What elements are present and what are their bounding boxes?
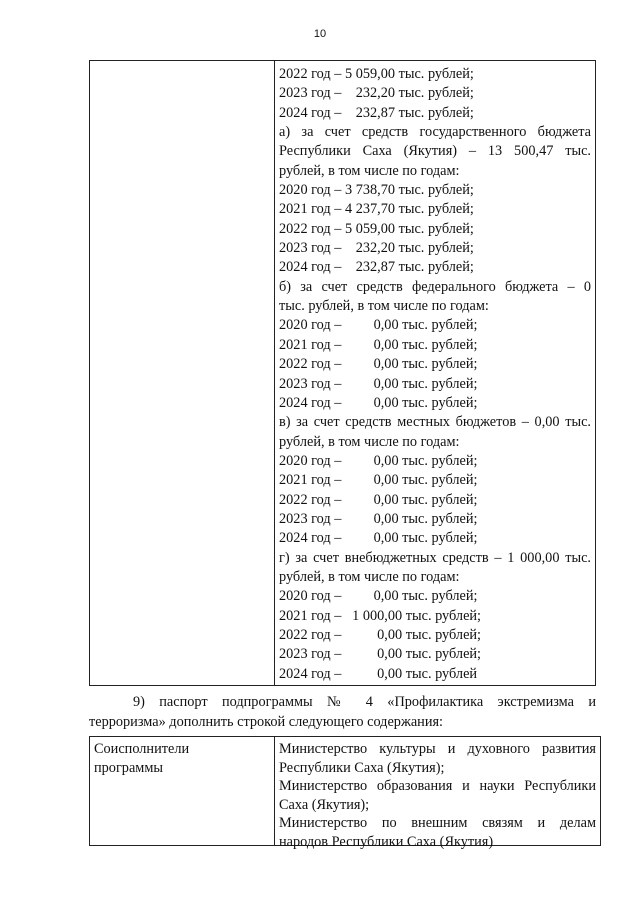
funding-line: 2023 год – 232,20 тыс. рублей; — [279, 240, 474, 257]
co-executors-table — [89, 736, 601, 850]
funding-line: тыс. рублей, в том числе по годам: — [279, 298, 489, 315]
funding-line: в) за счет средств местных бюджетов – 0,00 тыс. — [279, 414, 591, 431]
co-executor-line: Министерство культуры и духовного развития — [279, 741, 596, 757]
funding-cell — [279, 65, 591, 684]
funding-line: 2021 год – 4 237,70 тыс. рублей; — [279, 201, 474, 218]
funding-line: 2020 год – 3 738,70 тыс. рублей; — [279, 182, 474, 199]
funding-line: 2023 год – 0,00 тыс. рублей; — [279, 646, 482, 663]
co-executor-line: Республики Саха (Якутия); — [279, 759, 445, 776]
funding-line: 2024 год – 232,87 тыс. рублей; — [279, 259, 474, 276]
co-executor-line: народов Республики Саха (Якутия) — [279, 833, 494, 850]
funding-line: 2024 год – 0,00 тыс. рублей — [279, 665, 478, 682]
funding-line: 2020 год – 0,00 тыс. рублей; — [279, 317, 478, 334]
funding-line: а) за счет средств государственного бюджета — [279, 124, 591, 141]
funding-line: 2023 год – 232,20 тыс. рублей; — [279, 85, 474, 102]
table-column-divider — [274, 61, 275, 685]
funding-line: г) за счет внебюджетных средств – 1 000,00 тыс. — [279, 549, 591, 566]
co-executors-list — [279, 740, 596, 851]
funding-line: 2020 год – 0,00 тыс. рублей; — [279, 588, 478, 605]
amendment-paragraph — [89, 692, 596, 732]
page-number: 10 — [313, 28, 327, 40]
co-executor-line: Саха (Якутия); — [279, 796, 370, 813]
paragraph-line: терроризма» дополнить строкой следующего содержания: — [89, 714, 444, 730]
funding-line: 2021 год – 0,00 тыс. рублей; — [279, 472, 478, 489]
co-executor-line: Министерство по внешним связям и делам — [279, 815, 596, 831]
funding-line: 2022 год – 5 059,00 тыс. рублей; — [279, 220, 474, 237]
funding-line: б) за счет средств федерального бюджета – 0 — [279, 278, 591, 295]
funding-line: рублей, в том числе по годам: — [279, 162, 460, 179]
funding-line: 2024 год – 0,00 тыс. рублей; — [279, 530, 478, 547]
funding-line: 2021 год – 1 000,00 тыс. рублей; — [279, 607, 482, 624]
funding-line: Республики Саха (Якутия) – 13 500,47 тыс. — [279, 143, 591, 160]
funding-line: рублей, в том числе по годам: — [279, 568, 460, 585]
co-executor-line: Министерство образования и науки Республики — [279, 778, 596, 794]
funding-line: 2020 год – 0,00 тыс. рублей; — [279, 452, 478, 469]
funding-line: 2022 год – 5 059,00 тыс. рублей; — [279, 66, 474, 82]
table-column-divider — [274, 737, 275, 845]
funding-table — [89, 60, 596, 686]
label-line: программы — [94, 759, 164, 776]
funding-line: 2023 год – 0,00 тыс. рублей; — [279, 375, 478, 392]
funding-line: 2024 год – 0,00 тыс. рублей; — [279, 394, 478, 411]
funding-line: 2024 год – 232,87 тыс. рублей; — [279, 104, 474, 121]
paragraph-line: 9) паспорт подпрограммы № 4 «Профилактика экстремизма и — [133, 694, 596, 710]
co-executors-label — [94, 740, 270, 777]
funding-line: рублей, в том числе по годам: — [279, 433, 460, 450]
funding-line: 2023 год – 0,00 тыс. рублей; — [279, 510, 478, 527]
funding-line: 2022 год – 0,00 тыс. рублей; — [279, 626, 482, 643]
funding-line: 2022 год – 0,00 тыс. рублей; — [279, 491, 478, 508]
funding-line: 2021 год – 0,00 тыс. рублей; — [279, 336, 478, 353]
label-line: Соисполнители — [94, 741, 190, 757]
funding-line: 2022 год – 0,00 тыс. рублей; — [279, 356, 478, 373]
